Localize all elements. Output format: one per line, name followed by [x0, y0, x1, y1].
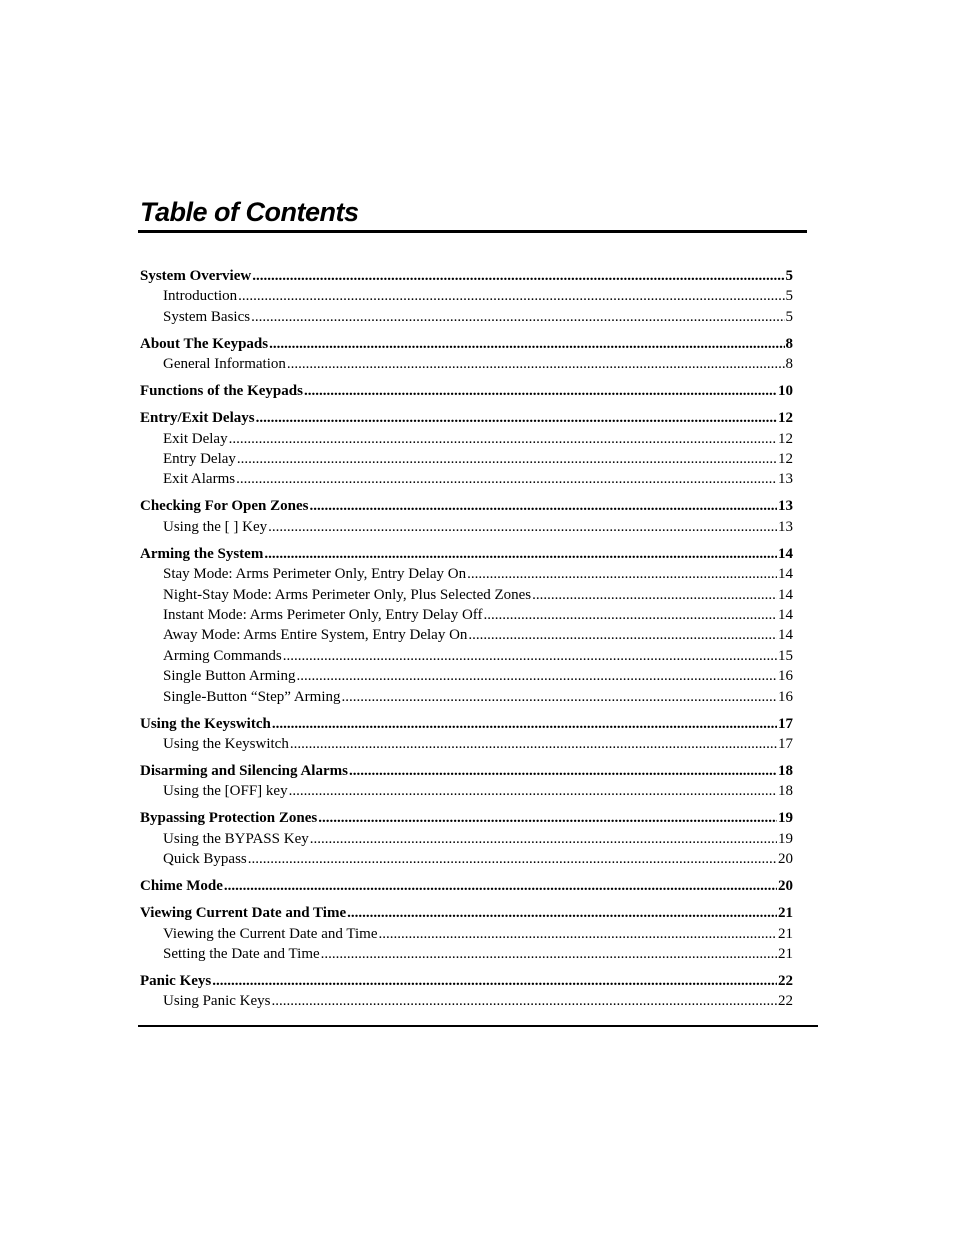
toc-page-number: 19	[778, 810, 793, 826]
toc-entry-label: Exit Alarms	[163, 471, 236, 487]
toc-page-number: 22	[778, 973, 793, 989]
toc-subsection-entry	[163, 605, 793, 625]
toc-entry-label: Night-Stay Mode: Arms Perimeter Only, Plus Selected Zones	[163, 587, 532, 603]
toc-page-number: 13	[778, 519, 793, 535]
toc-subsection-entry	[163, 849, 793, 869]
dot-leader	[532, 585, 777, 605]
dot-leader	[224, 876, 777, 896]
toc-entry-label: Setting the Date and Time	[163, 946, 320, 962]
toc-entry-label: Checking For Open Zones	[140, 498, 309, 514]
toc-entry-label: Away Mode: Arms Entire System, Entry Delay On	[163, 627, 468, 643]
toc-page-number: 18	[778, 763, 793, 779]
dot-leader	[256, 408, 777, 428]
toc-page-number: 16	[778, 668, 793, 684]
toc-entry-label: Bypassing Protection Zones	[140, 810, 318, 826]
toc-entry-label: Using Panic Keys	[163, 993, 271, 1009]
toc-page-number: 15	[778, 648, 793, 664]
toc-entry-label: Viewing the Current Date and Time	[163, 926, 378, 942]
toc-subsection-entry	[163, 734, 793, 754]
toc-page-number: 14	[778, 566, 793, 582]
toc-subsection-entry	[163, 449, 793, 469]
toc-section-entry	[140, 496, 793, 516]
dot-leader	[269, 334, 784, 354]
toc-entry-label: Arming Commands	[163, 648, 282, 664]
dot-leader	[484, 605, 777, 625]
dot-leader	[290, 734, 777, 754]
toc-entry-label: System Basics	[163, 309, 251, 325]
toc-page-number: 17	[778, 736, 793, 752]
toc-subsection-entry	[163, 307, 793, 327]
toc-section-entry	[140, 714, 793, 734]
toc-entry-label: Using the Keyswitch	[163, 736, 289, 752]
toc-page-number: 8	[785, 356, 793, 372]
dot-leader	[272, 714, 777, 734]
dot-leader	[272, 991, 778, 1011]
toc-page-number: 19	[778, 831, 793, 847]
dot-leader	[297, 666, 777, 686]
toc-page-number: 10	[778, 383, 793, 399]
toc-section-entry	[140, 876, 793, 896]
dot-leader	[289, 781, 777, 801]
toc-subsection-entry	[163, 781, 793, 801]
toc-entry-label: Entry/Exit Delays	[140, 410, 255, 426]
toc-page-number: 5	[785, 309, 793, 325]
dot-leader	[212, 971, 777, 991]
toc-page-number: 12	[778, 451, 793, 467]
dot-leader	[236, 469, 777, 489]
dot-leader	[238, 286, 784, 306]
dot-leader	[318, 808, 777, 828]
toc-section-entry	[140, 544, 793, 564]
toc-section-entry	[140, 266, 793, 286]
toc-entry-label: Stay Mode: Arms Perimeter Only, Entry Delay On	[163, 566, 467, 582]
toc-section-entry	[140, 408, 793, 428]
toc-page-number: 14	[778, 607, 793, 623]
dot-leader	[310, 496, 778, 516]
toc-entry-label: Using the BYPASS Key	[163, 831, 309, 847]
toc-page-number: 13	[778, 471, 793, 487]
toc-subsection-entry	[163, 625, 793, 645]
toc-page-number: 20	[778, 851, 793, 867]
toc-page-number: 14	[778, 587, 793, 603]
toc-subsection-entry	[163, 354, 793, 374]
toc-subsection-entry	[163, 646, 793, 666]
dot-leader	[468, 625, 777, 645]
toc-page-number: 18	[778, 783, 793, 799]
toc-entry-label: Single Button Arming	[163, 668, 296, 684]
toc-page-number: 5	[785, 288, 793, 304]
toc-entry-label: System Overview	[140, 268, 252, 284]
toc-entry-label: Disarming and Silencing Alarms	[140, 763, 348, 779]
toc-entry-label: Chime Mode	[140, 878, 223, 894]
toc-section-entry	[140, 761, 793, 781]
dot-leader	[378, 924, 777, 944]
dot-leader	[287, 354, 785, 374]
toc-subsection-entry	[163, 991, 793, 1011]
toc-entry-label: Using the [ ] Key	[163, 519, 268, 535]
toc-page-number: 21	[778, 905, 793, 921]
toc-page-number: 16	[778, 689, 793, 705]
dot-leader	[304, 381, 777, 401]
toc-page-number: 20	[778, 878, 793, 894]
toc-page-number: 5	[785, 268, 793, 284]
dot-leader	[467, 564, 777, 584]
toc-entry-label: Exit Delay	[163, 431, 228, 447]
toc-subsection-entry	[163, 944, 793, 964]
toc-entry-label: Quick Bypass	[163, 851, 247, 867]
toc-subsection-entry	[163, 429, 793, 449]
toc-subsection-entry	[163, 564, 793, 584]
dot-leader	[251, 307, 784, 327]
toc-page-number: 12	[778, 410, 793, 426]
toc-page-number: 22	[778, 993, 793, 1009]
toc-subsection-entry	[163, 687, 793, 707]
toc-section-entry	[140, 808, 793, 828]
page-title: Table of Contents	[140, 197, 359, 227]
dot-leader	[283, 646, 777, 666]
toc-entry-label: Viewing Current Date and Time	[140, 905, 347, 921]
dot-leader	[321, 944, 777, 964]
dot-leader	[349, 761, 777, 781]
dot-leader	[310, 829, 777, 849]
toc-entry-label: General Information	[163, 356, 286, 372]
toc-entry-label: Using the [OFF] key	[163, 783, 288, 799]
dot-leader	[264, 544, 777, 564]
toc-section-entry	[140, 903, 793, 923]
toc-entry-label: Panic Keys	[140, 973, 212, 989]
dot-leader	[342, 687, 778, 707]
bottom-rule	[138, 1025, 818, 1027]
toc-entry-label: Instant Mode: Arms Perimeter Only, Entry Delay Off	[163, 607, 483, 623]
toc-subsection-entry	[163, 469, 793, 489]
toc-subsection-entry	[163, 286, 793, 306]
toc-page-number: 21	[778, 926, 793, 942]
dot-leader	[347, 903, 777, 923]
toc-subsection-entry	[163, 924, 793, 944]
title-rule	[138, 230, 807, 233]
dot-leader	[237, 449, 777, 469]
toc-subsection-entry	[163, 585, 793, 605]
toc-subsection-entry	[163, 666, 793, 686]
toc-page-number: 14	[778, 627, 793, 643]
dot-leader	[252, 266, 784, 286]
toc-entry-label: Using the Keyswitch	[140, 716, 271, 732]
dot-leader	[248, 849, 777, 869]
toc-entry-label: Arming the System	[140, 546, 264, 562]
toc-entry-label: About The Keypads	[140, 336, 269, 352]
toc-section-entry	[140, 334, 793, 354]
toc-page-number: 14	[778, 546, 793, 562]
toc-entry-label: Introduction	[163, 288, 238, 304]
toc-page-number: 13	[778, 498, 793, 514]
toc-section-entry	[140, 381, 793, 401]
toc-entry-label: Single-Button “Step” Arming	[163, 689, 341, 705]
dot-leader	[268, 517, 777, 537]
toc-subsection-entry	[163, 829, 793, 849]
toc-entry-label: Entry Delay	[163, 451, 236, 467]
toc-page-number: 17	[778, 716, 793, 732]
toc-page-number: 8	[785, 336, 793, 352]
toc-page-number: 21	[778, 946, 793, 962]
toc-subsection-entry	[163, 517, 793, 537]
toc-section-entry	[140, 971, 793, 991]
toc-entry-label: Functions of the Keypads	[140, 383, 303, 399]
toc-page-number: 12	[778, 431, 793, 447]
dot-leader	[229, 429, 777, 449]
